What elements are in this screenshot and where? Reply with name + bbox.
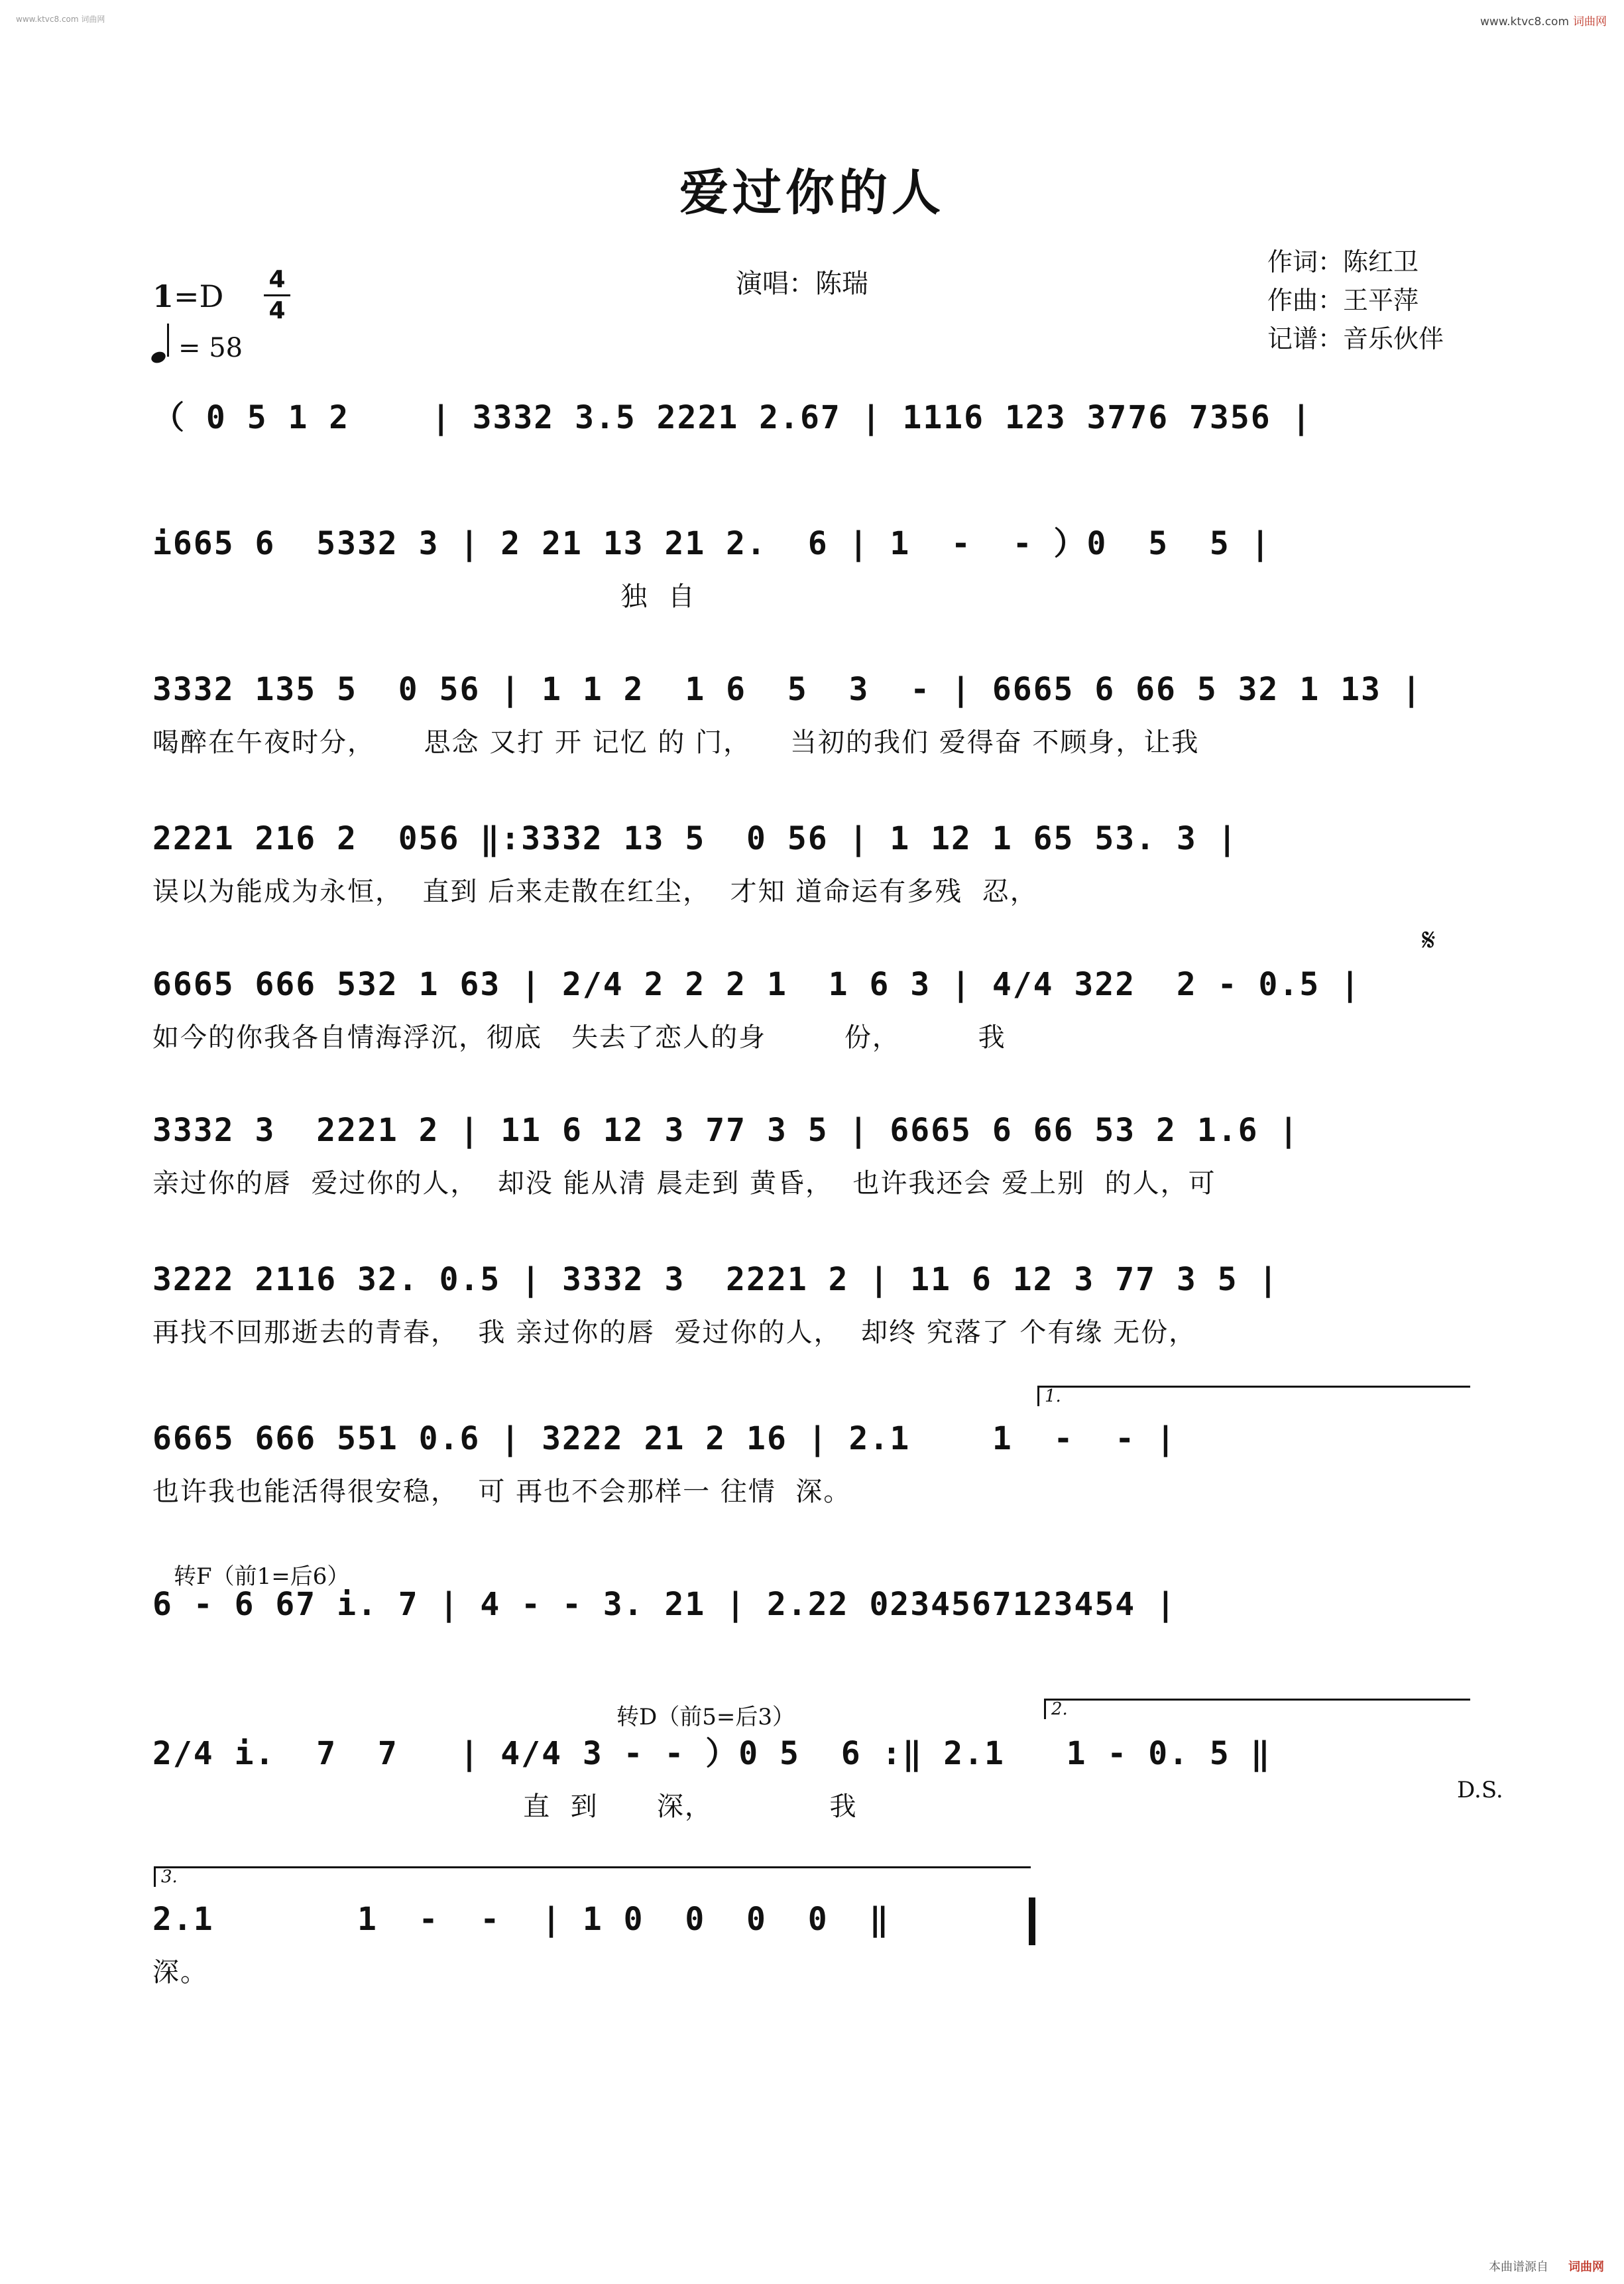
- singer-credit: 演唱：陈瑞: [736, 269, 868, 299]
- lyrics-line: 深。: [152, 1957, 208, 1988]
- key-prefix: 1: [152, 278, 174, 314]
- quarter-note-stem: [167, 324, 169, 357]
- key-eq: =D: [174, 278, 224, 314]
- url-text: www.ktvc8.com: [1480, 15, 1569, 29]
- lyrics-line: 喝醉在午夜时分， 思念 又打 开 记忆 的 门， 当初的我们 爱得奋 不顾身，让我: [152, 727, 1200, 758]
- credits-block: [1267, 243, 1444, 358]
- brand-text: 词曲网: [1573, 15, 1607, 29]
- footer-text: 本曲谱源自: [1489, 2260, 1548, 2274]
- time-sig-top: 4: [268, 266, 286, 293]
- header-url[interactable]: [1480, 12, 1607, 29]
- score-row-9: [152, 1585, 1478, 1624]
- modulation-to-f: 转F（前1=后6）: [174, 1563, 350, 1590]
- tempo-value: = 58: [178, 333, 243, 363]
- tempo-mark: [151, 331, 243, 365]
- notes-line: 6665 666 532 1 63 | 2/4 2 2 2 1 1 6 3 | 4/4 322 2 - 0.5 |: [152, 966, 1362, 1003]
- lyrics-line: 亲过你的唇 爱过你的人， 却没 能从清 晨走到 黄昏， 也许我还会 爱上别 的人，可: [152, 1168, 1216, 1199]
- notes-line: 3332 3 2221 2 | 11 6 12 3 77 3 5 | 6665 6 66 53 2 1.6 |: [152, 1112, 1300, 1149]
- score-row-7: [152, 1260, 1478, 1351]
- header-small-text: www.ktvc8.com 词曲网: [16, 15, 105, 24]
- volta-3-label: 3.: [161, 1867, 178, 1887]
- lyrics-line: 误以为能成为永恒， 直到 后来走散在红尘， 才知 道命运有多残 忍，: [152, 876, 1038, 907]
- lyrics-line: 如今的你我各自情海浮沉，彻底 失去了恋人的身 份， 我: [152, 1022, 1006, 1053]
- time-signature: [264, 267, 290, 324]
- notes-line: 6665 666 551 0.6 | 3222 21 2 16 | 2.1 1 - - |: [152, 1420, 1177, 1457]
- lyrics-line: 直 到 深， 我: [152, 1791, 858, 1822]
- volta-bracket-3: [154, 1866, 1031, 1887]
- footer-credit: [1489, 2257, 1604, 2275]
- lyrics-line: 独 自: [152, 581, 696, 612]
- score-row-3: [152, 670, 1478, 761]
- score-row-11: [152, 1899, 1478, 1991]
- lyricist-credit: 作词：陈红卫: [1267, 247, 1419, 276]
- notes-line: （ 0 5 1 2 | 3332 3.5 2221 2.67 | 1116 123 3776 7356 |: [152, 399, 1312, 436]
- score-row-6: [152, 1111, 1478, 1202]
- key-signature: [152, 278, 223, 314]
- volta-bracket-1: [1037, 1386, 1470, 1406]
- volta-bracket-2: [1044, 1699, 1470, 1719]
- notes-line: 2221 216 2 056 ‖:3332 13 5 0 56 | 1 12 1 65 53. 3 |: [152, 820, 1238, 857]
- notes-line: 2.1 1 - - | 1 0 0 0 0 ‖: [152, 1901, 890, 1938]
- score-row-2: [152, 524, 1478, 615]
- score-row-1: [152, 398, 1478, 452]
- score-row-4: [152, 819, 1478, 910]
- score-row-5: [152, 965, 1478, 1056]
- lyrics-line: 也许我也能活得很安稳， 可 再也不会那样一 往情 深。: [152, 1476, 852, 1507]
- score-row-10: [152, 1734, 1478, 1825]
- final-barline: [1029, 1897, 1035, 1945]
- notes-line: 2/4 i. 7 7 | 4/4 3 - - ）0 5 6 :‖ 2.1 1 - 0. 5 ‖: [152, 1735, 1271, 1772]
- volta-1-label: 1.: [1045, 1386, 1061, 1406]
- notes-line: 6 - 6 67 i. 7 | 4 - - 3. 21 | 2.22 0234567123454 |: [152, 1586, 1177, 1623]
- volta-2-label: 2.: [1051, 1699, 1068, 1719]
- notes-line: 3222 2116 32. 0.5 | 3332 3 2221 2 | 11 6 12 3 77 3 5 |: [152, 1261, 1279, 1298]
- page-title: 爱过你的人: [679, 164, 945, 221]
- footer-brand: 词曲网: [1568, 2260, 1604, 2274]
- notes-line: i665 6 5332 3 | 2 21 13 21 2. 6 | 1 - - ）0 5 5 |: [152, 525, 1271, 562]
- composer-credit: 作曲：王平萍: [1267, 286, 1419, 315]
- lyrics-line: 再找不回那逝去的青春， 我 亲过你的唇 爱过你的人， 却终 究落了 个有缘 无份，: [152, 1317, 1197, 1348]
- score-row-8: [152, 1419, 1478, 1510]
- time-sig-bottom: 4: [268, 297, 286, 324]
- time-sig-divider: [264, 294, 290, 296]
- notes-line: 3332 135 5 0 56 | 1 1 2 1 6 5 3 - | 6665 6 66 5 32 1 13 |: [152, 671, 1422, 708]
- modulation-to-d: 转D（前5=后3）: [616, 1704, 795, 1730]
- segno-sign: 𝄋: [1422, 922, 1436, 959]
- quarter-note-icon: [150, 350, 167, 365]
- transcriber-credit: 记谱：音乐伙伴: [1267, 324, 1444, 353]
- ds-marking: D.S.: [1457, 1777, 1503, 1803]
